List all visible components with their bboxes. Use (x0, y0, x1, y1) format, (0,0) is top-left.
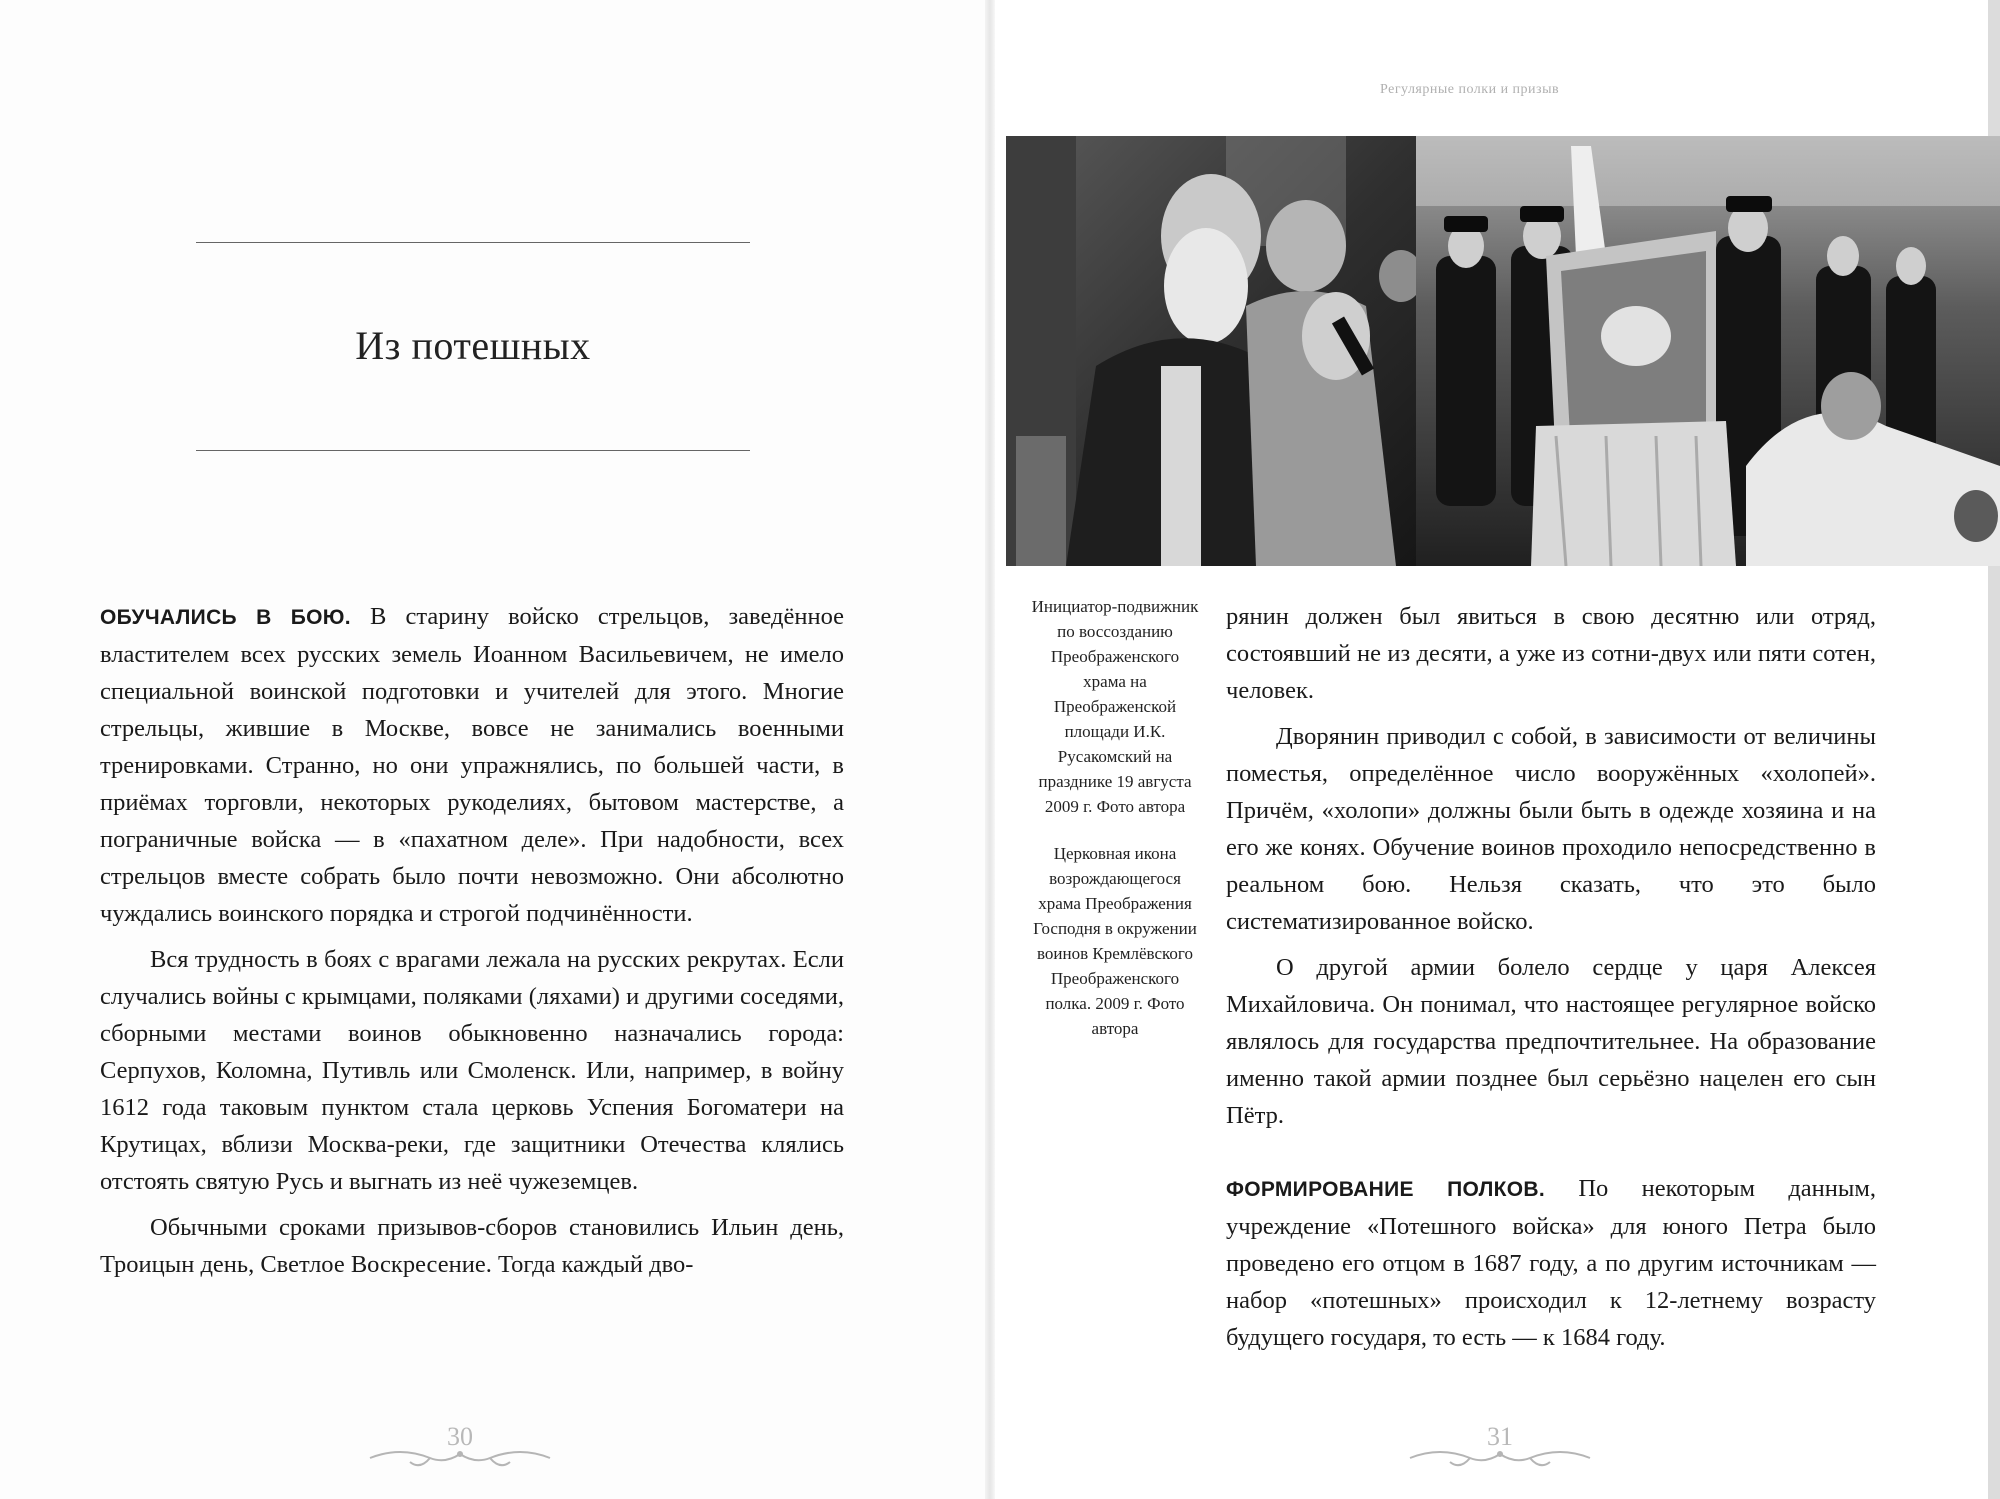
caption-2: Церковная икона возрождающегося храма Преображения Господня в окружении воинов Кремлёвского Преображенского полка. 2009 г. Фото автора (1033, 844, 1197, 1038)
photo-icon-guards-image (1416, 136, 2000, 566)
title-rule-top (196, 242, 750, 243)
paragraph-text: В старину войско стрельцов, заведённое властителем всех русских земель Иоанном Васильевичем, не имело специальной воинской подготовки и учителей для этого. Многие стрельцы, жившие в Москве, вовсе не занимались военными тренировками. Странно, но они упражнялись, по большей части, в приёмах торговли, некоторых рукоделиях, бытовом мастерстве, а пограничные войска — в «пахатном деле». При надобности, всех стрельцов вместе собрать было почти невозможно. Они абсолютно чуждались воинского порядка и строгой подчинённости. (100, 603, 844, 927)
paragraph (1226, 1170, 1876, 1356)
caption-1: Инициатор-подвижник по воссозданию Преображенского храма на Преображенской площади И.К. Русакомский на празднике 19 августа 2009 г. Фото автора (1031, 597, 1199, 816)
paragraph: Вся трудность в боях с врагами лежала на русских рекрутах. Если случались войны с крымцами, поляками (ляхами) и другими соседями, сборными местами воинов обыкновенно назначались города: Серпухов, Коломна, Путивль или Смоленск. Или, например, в войну 1612 года таковым пунктом стала церковь Успения Богоматери на Крутицах, вблизи Москва-реки, где защитники Отечества клялись отстоять святую Русь и выгнать из неё чужеземцев. (100, 946, 844, 1195)
paragraph (100, 598, 844, 932)
paragraph: Обычными сроками призывов-сборов становились Ильин день, Троицын день, Светлое Воскресение. Тогда каждый дво- (100, 1214, 844, 1278)
photo-captions (1030, 594, 1200, 1063)
right-column-text (1226, 598, 1876, 1356)
folio-left (360, 1422, 560, 1482)
paragraph: Дворянин приводил с собой, в зависимости от величины поместья, определённое число вооружённых «холопей». Причём, «холопи» должны были быть в одежде хозяина и на его же конях. Обучение воинов проходило непосредственно в реальном бою. Нельзя сказать, что это было систематизированное войско. (1226, 723, 1876, 935)
chapter-title: Из потешных (355, 323, 591, 368)
photo-rusakomsky-image (1006, 136, 1433, 566)
section-lead: ОБУЧАЛИСЬ В БОЮ. (100, 606, 351, 629)
paragraph: О другой армии болело сердце у царя Алексея Михайловича. Он понимал, что настоящее регулярное войско являлось для государства предпочтительнее. На образование именно такой армии позднее был серьёзно нацелен его сын Пётр. (1226, 954, 1876, 1129)
running-head: Регулярные полки и призыв (1380, 82, 1560, 97)
book-spine (985, 0, 995, 1499)
folio-right (1400, 1422, 1600, 1482)
paragraph: рянин должен был явиться в свою десятню или отряд, состоявший не из десяти, а уже из сотни-двух или пяти сотен, человек. (1226, 603, 1876, 704)
page-number-right: 31 (1487, 1422, 1513, 1451)
photo-icon-guards (1416, 136, 2000, 566)
photo-rusakomsky (1006, 136, 1433, 566)
section-lead: ФОРМИРОВАНИЕ ПОЛКОВ. (1226, 1178, 1546, 1201)
page-number-left: 30 (447, 1422, 473, 1451)
title-rule-bottom (196, 450, 750, 451)
paragraph-text: По некоторым данным, учреждение «Потешного войска» для юного Петра было проведено его отцом в 1687 году, а по другим источникам — набор «потешных» происходил к 12-летнему возрасту будущего государя, то есть — к 1684 году. (1226, 1175, 1876, 1351)
left-column-text (100, 598, 844, 1283)
